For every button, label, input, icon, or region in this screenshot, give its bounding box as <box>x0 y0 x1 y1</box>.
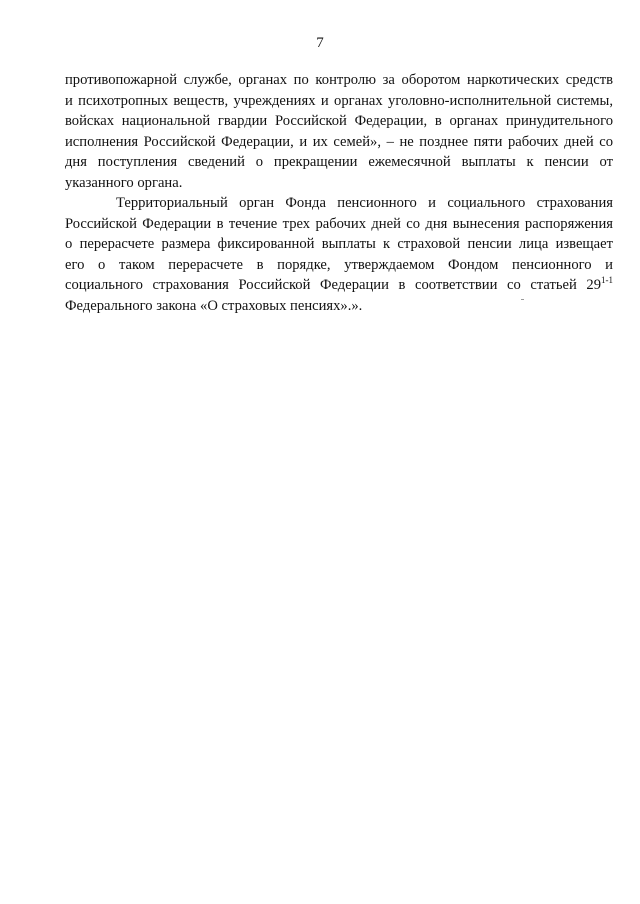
document-body <box>65 70 613 316</box>
paragraph-continuation <box>65 70 613 193</box>
text-line: дня поступления сведений о прекращении ежемесячной выплаты к пенсии от <box>65 154 613 170</box>
text-line: указанного органа. <box>65 174 183 191</box>
text-line: Российской Федерации в течение трех рабочих дней со дня вынесения распоряжения <box>65 215 613 232</box>
text-line: Федерального закона «О страховых пенсиях».». <box>65 297 363 314</box>
article-superscript: 1-1 <box>601 275 613 286</box>
page-number: 7 <box>316 35 324 51</box>
text-line-with-superscript <box>65 275 613 296</box>
text-line: исполнения Российской Федерации, и их семей», – не позднее пяти рабочих дней со <box>65 133 613 150</box>
text-line: противопожарной службе, органах по контролю за оборотом наркотических средств <box>65 72 613 88</box>
paragraph-notification <box>65 193 613 316</box>
text-line: его о таком перерасчете в порядке, утверждаемом Фондом пенсионного и <box>65 256 613 273</box>
text-line: социального страхования Российской Федерации в соответствии со статьей 29 <box>65 277 601 293</box>
text-line: Территориальный орган Фонда пенсионного и социального страхования <box>116 195 613 211</box>
scan-speck <box>521 299 524 300</box>
text-line: войсках национальной гвардии Российской Федерации, в органах принудительного <box>65 113 613 129</box>
text-line: о перерасчете размера фиксированной выплаты к страховой пенсии лица извещает <box>65 236 613 252</box>
text-line: и психотропных веществ, учреждениях и органах уголовно-исполнительной системы, <box>65 92 613 109</box>
